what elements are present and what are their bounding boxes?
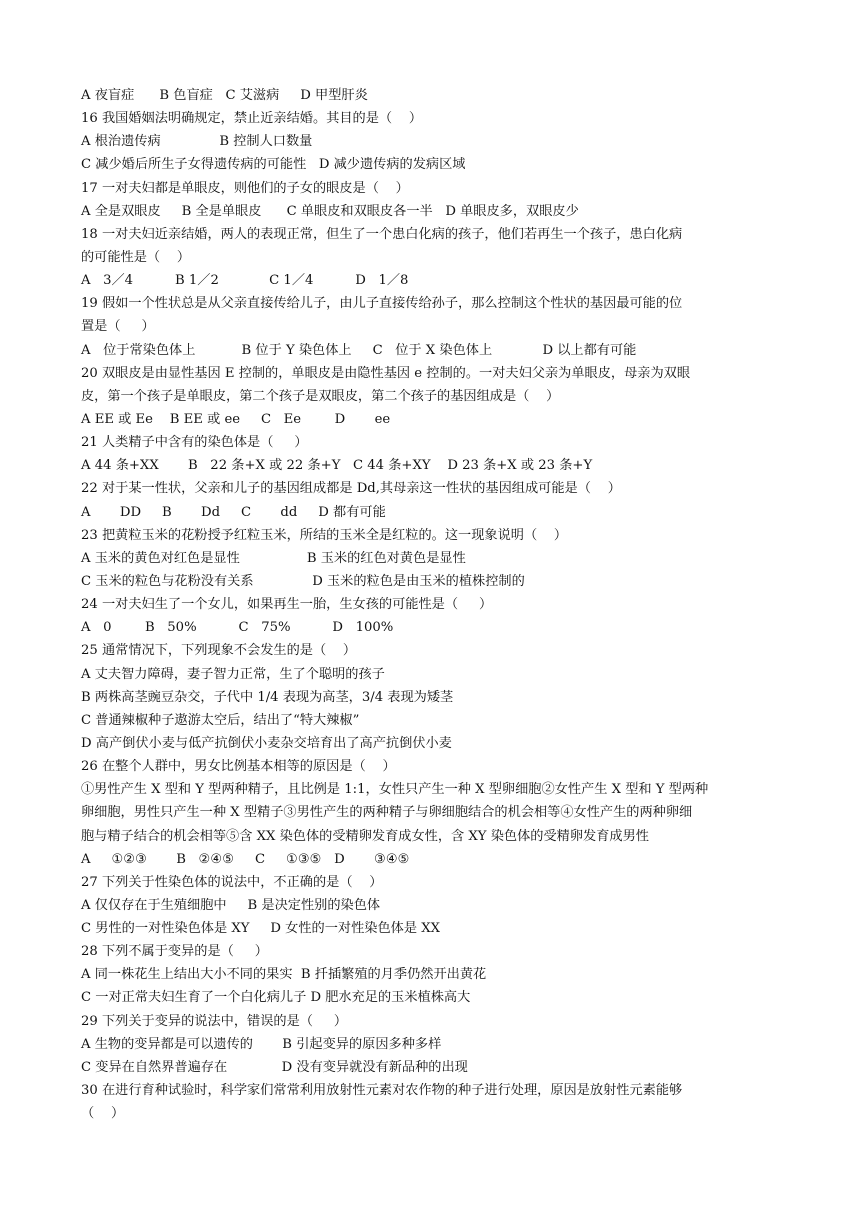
q27-stem: 27 下列关于性染色体的说法中，不正确的是（ ）	[81, 874, 383, 890]
q29-options-cd: C 变异在自然界普遍存在 D 没有变异就没有新品种的出现	[81, 1059, 468, 1075]
q30-stem-line2: （ ）	[81, 1106, 125, 1122]
q30-stem-line1: 30 在进行育种试验时，科学家们常常利用放射性元素对农作物的种子进行处理，原因是放射性元素能够	[81, 1083, 683, 1099]
q27-options-cd: C 男性的一对性染色体是 XY D 女性的一对性染色体是 XX	[81, 921, 441, 937]
q16-options-cd: C 减少婚后所生子女得遗传病的可能性 D 减少遗传病的发病区域	[81, 157, 466, 173]
q26-statements-line2: 卵细胞，男性只产生一种 X 型精子③男性产生的两种精子与卵细胞结合的机会相等④女性产生的两种卵细	[81, 805, 693, 821]
q28-options-cd: C 一对正常夫妇生育了一个白化病儿子 D 肥水充足的玉米植株高大	[81, 990, 471, 1006]
q26-statements-line1: ①男性产生 X 型和 Y 型两种精子，且比例是 1:1，女性只产生一种 X 型卵细胞②女性产生 X 型和 Y 型两种	[81, 782, 709, 798]
q25-option-d: D 高产倒伏小麦与低产抗倒伏小麦杂交培育出了高产抗倒伏小麦	[81, 735, 452, 751]
q29-options-ab: A 生物的变异都是可以遗传的 B 引起变异的原因多种多样	[81, 1036, 442, 1052]
q25-option-b: B 两株高茎豌豆杂交，子代中 1/4 表现为高茎，3/4 表现为矮茎	[81, 689, 454, 705]
q16-stem: 16 我国婚姻法明确规定，禁止近亲结婚。其目的是（ ）	[81, 111, 423, 127]
q20-stem-line2: 皮，第一个孩子是单眼皮，第二个孩子是双眼皮，第二个孩子的基因组成是（ ）	[81, 388, 560, 404]
q24-options: A 0 B 50% C 75% D 100%	[81, 620, 394, 636]
q27-options-ab: A 仅仅存在于生殖细胞中 B 是决定性别的染色体	[81, 897, 381, 913]
q26-stem: 26 在整个人群中，男女比例基本相等的原因是（ ）	[81, 759, 396, 775]
q22-stem: 22 对于某一性状，父亲和儿子的基因组成都是 Dd,其母亲这一性状的基因组成可能是（ ）	[81, 481, 621, 497]
q20-options: A EE 或 Ee B EE 或 ee C Ee D ee	[81, 411, 391, 427]
q17-options: A 全是双眼皮 B 全是单眼皮 C 单眼皮和双眼皮各一半 D 单眼皮多，双眼皮少	[81, 203, 579, 219]
q28-options-ab: A 同一株花生上结出大小不同的果实 B 扦插繁殖的月季仍然开出黄花	[81, 967, 487, 983]
q28-stem: 28 下列不属于变异的是（ ）	[81, 944, 268, 960]
q15-options: A 夜盲症 B 色盲症 C 艾滋病 D 甲型肝炎	[81, 88, 368, 103]
q23-options-ab: A 玉米的黄色对红色是显性 B 玉米的红色对黄色是显性	[81, 550, 466, 566]
exam-page	[81, 84, 781, 1125]
q20-stem-line1: 20 双眼皮是由显性基因 E 控制的，单眼皮是由隐性基因 e 控制的。一对夫妇父亲为单眼皮，母亲为双眼	[81, 365, 691, 381]
q17-stem: 17 一对夫妇都是单眼皮，则他们的子女的眼皮是（ ）	[81, 180, 409, 196]
q19-stem-line2: 置是（ ）	[81, 319, 155, 335]
q18-stem-line2: 的可能性是（ ）	[81, 249, 191, 265]
q19-options: A 位于常染色体上 B 位于 Y 染色体上 C 位于 X 染色体上 D 以上都有可能	[81, 342, 637, 358]
q23-options-cd: C 玉米的粒色与花粉没有关系 D 玉米的粒色是由玉米的植株控制的	[81, 573, 525, 589]
q26-options: A ①②③ B ②④⑤ C ①③⑤ D ③④⑤	[81, 851, 410, 867]
q25-option-a: A 丈夫智力障碍，妻子智力正常，生了个聪明的孩子	[81, 666, 385, 682]
q21-options: A 44 条+XX B 22 条+X 或 22 条+Y C 44 条+XY D 23 条+X 或 23 条+Y	[81, 458, 593, 474]
q23-stem: 23 把黄粒玉米的花粉授予红粒玉米，所结的玉米全是红粒的。这一现象说明（ ）	[81, 527, 568, 543]
q25-stem: 25 通常情况下，下列现象不会发生的是（ ）	[81, 643, 357, 659]
q19-stem-line1: 19 假如一个性状总是从父亲直接传给儿子，由儿子直接传给孙子，那么控制这个性状的基因最可能的位	[81, 296, 683, 312]
q29-stem: 29 下列关于变异的说法中，错误的是（ ）	[81, 1013, 348, 1029]
q18-options: A 3／4 B 1／2 C 1／4 D 1／8	[81, 273, 409, 289]
q21-stem: 21 人类精子中含有的染色体是（ ）	[81, 435, 308, 451]
q18-stem-line1: 18 一对夫妇近亲结婚，两人的表现正常，但生了一个患白化病的孩子，他们若再生一个孩子，患白化病	[81, 226, 683, 242]
q16-options-ab: A 根治遗传病 B 控制人口数量	[81, 134, 313, 150]
q22-options: A DD B Dd C dd D 都有可能	[81, 504, 386, 520]
q25-option-c: C 普通辣椒种子遨游太空后，结出了“特大辣椒”	[81, 712, 360, 728]
q26-statements-line3: 胞与精子结合的机会相等⑤含 XX 染色体的受精卵发育成女性，含 XY 染色体的受精卵发育成男性	[81, 828, 649, 844]
q24-stem: 24 一对夫妇生了一个女儿，如果再生一胎，生女孩的可能性是（ ）	[81, 597, 493, 613]
